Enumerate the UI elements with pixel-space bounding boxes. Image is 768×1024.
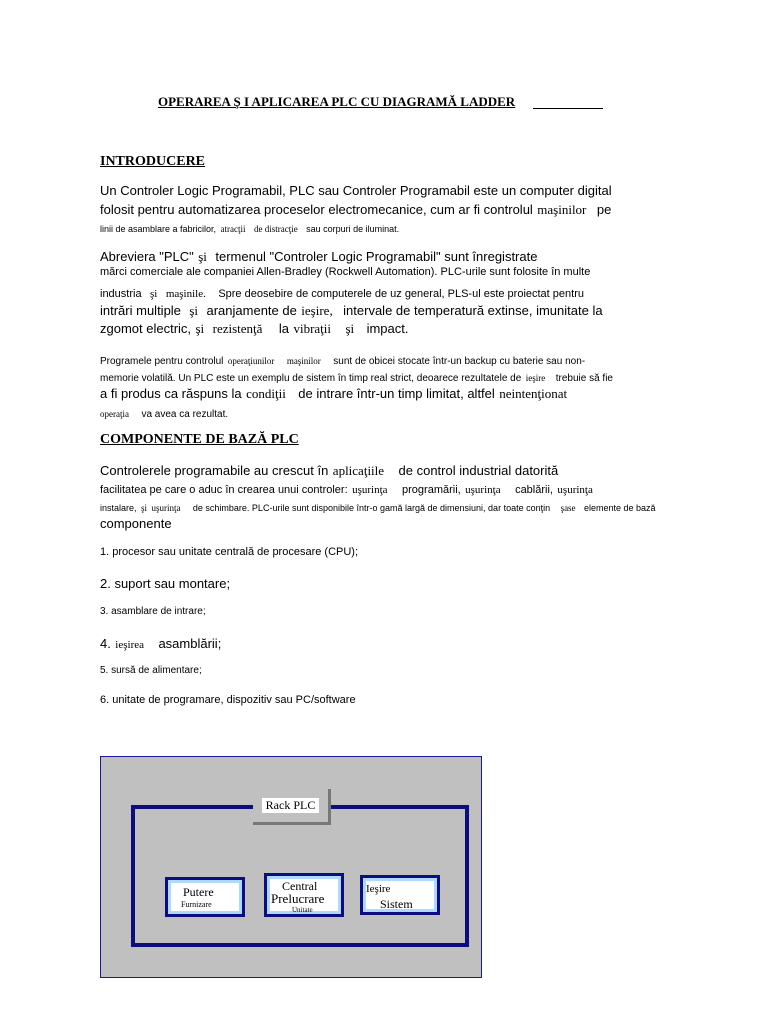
text-span: condiţii xyxy=(246,386,286,401)
paragraph-line xyxy=(100,498,656,516)
text-span: intrări multiple xyxy=(100,303,181,318)
text-span: instalare, xyxy=(100,503,137,513)
paragraph-line: mărci comerciale ale companiei Allen-Bradley (Rockwell Automation). PLC-urile sunt folosite în multe xyxy=(100,266,591,278)
text-span: uşurinţa xyxy=(352,484,388,496)
text-span: şi xyxy=(198,249,207,264)
paragraph-line xyxy=(100,480,593,498)
module-text: Central xyxy=(282,879,318,893)
paragraph-line xyxy=(100,368,613,386)
text-span: şi xyxy=(195,321,205,336)
text-span: Programele pentru controlul xyxy=(100,356,224,367)
section-heading-introducere: INTRODUCERE xyxy=(100,154,206,169)
text-span: şase xyxy=(560,503,576,513)
paragraph-line: componente xyxy=(100,516,172,531)
text-span: Abreviera "PLC" xyxy=(100,249,194,264)
paragraph-line xyxy=(100,320,409,338)
text-span: ieşirea xyxy=(115,639,144,651)
text-span: pe xyxy=(596,202,612,217)
text-span: aranjamente de xyxy=(206,303,297,318)
paragraph-line xyxy=(100,385,567,403)
module-text: Sistem xyxy=(380,897,413,911)
module-text: Prelucrare xyxy=(271,891,325,906)
text-span: va avea ca rezultat. xyxy=(141,409,229,420)
module-io-system-label xyxy=(366,881,434,909)
paragraph-line xyxy=(100,284,584,302)
text-span: Controlerele programabile au crescut în xyxy=(100,463,329,478)
module-text: Putere xyxy=(183,885,214,899)
text-span: zgomot electric, xyxy=(100,321,192,336)
text-span: folosit pentru automatizarea proceselor electromecanice, cum ar fi controlul xyxy=(100,202,533,217)
text-span: la xyxy=(278,321,290,336)
text-span: industria xyxy=(100,288,142,300)
paragraph-line xyxy=(100,248,537,266)
paragraph-line xyxy=(100,201,611,219)
text-span: intervale de temperatură extinse, imunitate la xyxy=(343,303,603,318)
module-cpu-label xyxy=(270,879,338,914)
module-io-system xyxy=(360,875,440,915)
text-span: de intrare într-un timp limitat, altfel xyxy=(298,386,495,401)
paragraph-line xyxy=(100,219,399,237)
text-span: uşurinţa xyxy=(465,484,501,496)
paragraph-line xyxy=(100,462,558,480)
text-span: maşinilor xyxy=(537,202,587,217)
text-span: ieşire xyxy=(525,373,546,383)
text-span: sau corpuri de iluminat. xyxy=(306,224,400,234)
text-span: uşurinţa xyxy=(557,484,593,496)
text-span: impact. xyxy=(366,321,409,336)
document-title: OPERAREA Ş I APLICAREA PLC CU DIAGRAMĂ LADDER xyxy=(158,94,516,109)
text-span: Spre deosebire de computerele de uz general, PLS-ul este proiectat pentru xyxy=(218,288,584,300)
module-text: Ieşire xyxy=(366,883,391,895)
text-span: operaţiunilor xyxy=(227,356,275,366)
paragraph-line: Un Controler Logic Programabil, PLC sau Controler Programabil este un computer digital xyxy=(100,183,612,198)
text-span: linii de asamblare a fabricilor, xyxy=(100,224,217,234)
list-item: 3. asamblare de intrare; xyxy=(100,606,206,617)
text-span: atracţii xyxy=(220,224,246,234)
plc-rack-diagram xyxy=(100,756,482,978)
module-power-supply xyxy=(165,877,245,917)
text-span: termenul "Controler Logic Programabil" sunt înregistrate xyxy=(215,249,538,264)
text-span: aplicaţiile xyxy=(332,463,385,478)
paragraph-line xyxy=(100,351,585,369)
text-span: ieşire, xyxy=(301,303,333,318)
text-span: sunt de obicei stocate într-un backup cu baterie sau non- xyxy=(333,356,586,367)
text-span: uşurinţa xyxy=(151,503,181,513)
text-span: şi xyxy=(189,303,199,318)
list-item: 2. suport sau montare; xyxy=(100,576,231,591)
text-span: de distracţie xyxy=(253,224,298,234)
text-span: de schimbare. PLC-urile sunt disponibile într-o gamă largă de dimensiuni, dar toate conţin xyxy=(192,503,551,513)
text-span: 4. xyxy=(100,636,111,651)
text-span: memorie volatilă. Un PLC este un exemplu de sistem în timp real strict, deoarece rezultatele de xyxy=(100,373,522,384)
text-span: facilitatea pe care o aduc în crearea unui controler: xyxy=(100,484,348,496)
rack-label-box xyxy=(253,789,331,825)
text-span: elemente de bază xyxy=(584,503,656,513)
text-span: şi xyxy=(150,288,158,300)
text-span: maşinilor xyxy=(286,356,321,366)
rack-label: Rack PLC xyxy=(262,798,320,813)
paragraph-line xyxy=(100,404,228,422)
section-heading-componente: COMPONENTE DE BAZĂ PLC xyxy=(100,432,299,447)
text-span: maşinile. xyxy=(165,288,206,300)
text-span: trebuie să fie xyxy=(555,373,613,384)
list-item: 6. unitate de programare, dispozitiv sau PC/software xyxy=(100,694,356,706)
text-span: programării, xyxy=(402,484,461,496)
list-item: 1. procesor sau unitate centrală de procesare (CPU); xyxy=(100,546,359,558)
text-span: a fi produs ca răspuns la xyxy=(100,386,242,401)
list-item: 5. sursă de alimentare; xyxy=(100,665,202,676)
module-text: Unitate xyxy=(292,906,313,914)
module-cpu xyxy=(264,873,344,917)
text-span: cablării, xyxy=(515,484,553,496)
text-span: şi xyxy=(140,503,147,513)
text-span: operaţia xyxy=(100,409,129,419)
module-text: Furnizare xyxy=(181,900,212,909)
text-span: rezistenţă xyxy=(212,321,263,336)
text-span: şi xyxy=(345,321,355,336)
list-item xyxy=(100,635,221,653)
module-power-supply-label xyxy=(171,883,239,911)
text-span: neintenţionat xyxy=(499,386,568,401)
paragraph-line xyxy=(100,302,603,320)
text-span: vibraţii xyxy=(293,321,332,336)
text-span: asamblării; xyxy=(158,636,222,651)
text-span: de control industrial datorită xyxy=(398,463,559,478)
title-underline-rule xyxy=(533,108,603,109)
